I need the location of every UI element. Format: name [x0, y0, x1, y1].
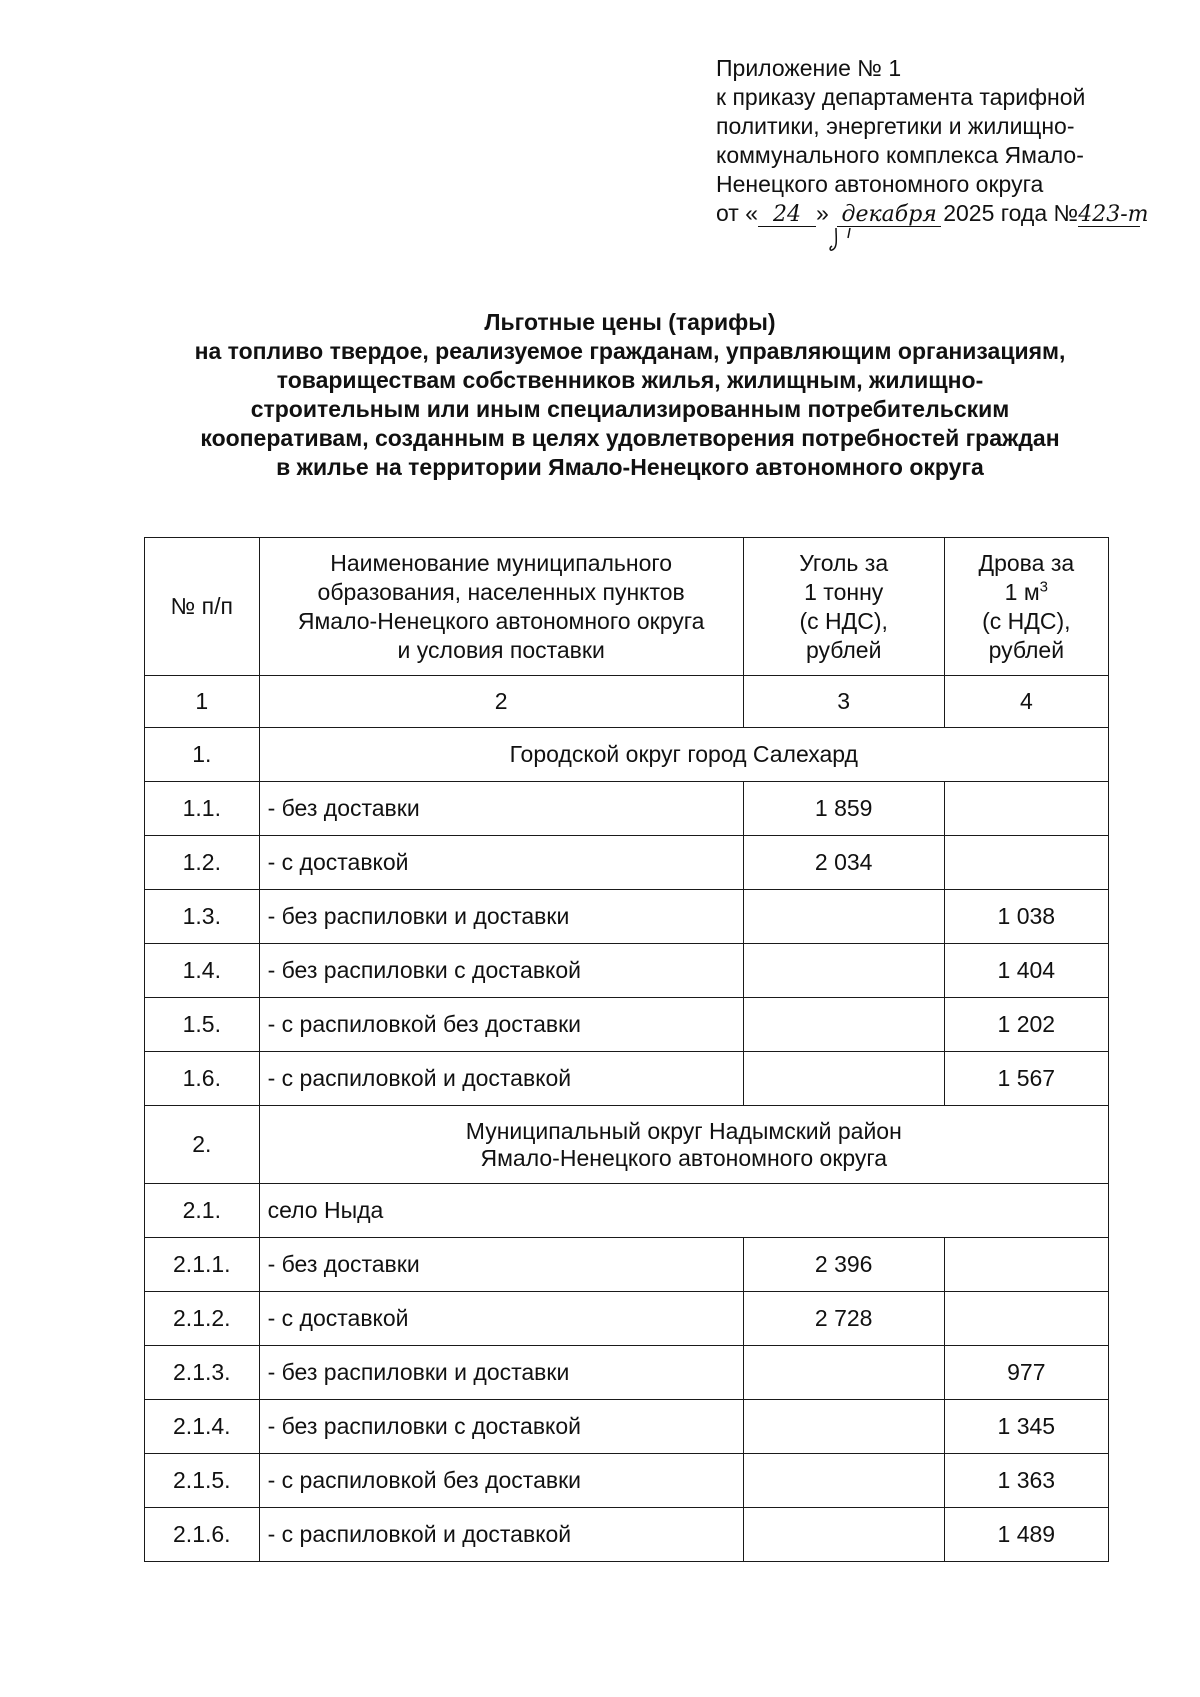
row-wood-price: 1 038	[944, 890, 1108, 944]
header-coal-line-1: Уголь за	[799, 549, 889, 576]
row-number: 2.1.6.	[145, 1508, 260, 1562]
row-number: 1.1.	[145, 782, 260, 836]
header-municipality	[259, 538, 743, 676]
appendix-date-line	[716, 199, 1176, 228]
header-municipality-line-1: Наименование муниципального	[330, 549, 673, 576]
section-title: Городской округ город Салехард	[259, 728, 1108, 782]
row-number: 1.4.	[145, 944, 260, 998]
table-header-row	[145, 538, 1109, 676]
handwritten-day: 24	[758, 204, 816, 227]
table-row	[145, 890, 1109, 944]
row-wood-price: 1 345	[944, 1400, 1108, 1454]
table-row	[145, 782, 1109, 836]
row-wood-price: 1 489	[944, 1508, 1108, 1562]
row-wood-price: 1 202	[944, 998, 1108, 1052]
header-coal	[743, 538, 944, 676]
row-coal-price	[743, 998, 944, 1052]
subsection-row	[145, 1184, 1109, 1238]
row-name: - с распиловкой и доставкой	[259, 1508, 743, 1562]
row-number: 2.1.5.	[145, 1454, 260, 1508]
subsection-title: село Ныда	[259, 1184, 1108, 1238]
appendix-line-2: к приказу департамента тарифной	[716, 84, 1086, 110]
row-name: - без распиловки и доставки	[259, 1346, 743, 1400]
header-firewood-line-2	[953, 578, 1100, 607]
table-row	[145, 1508, 1109, 1562]
header-coal-line-3: (с НДС),	[799, 607, 888, 634]
header-number: № п/п	[145, 538, 260, 676]
row-name: - без доставки	[259, 782, 743, 836]
row-number: 2.1.2.	[145, 1292, 260, 1346]
row-coal-price	[743, 890, 944, 944]
appendix-line-5: Ненецкого автономного округа	[716, 171, 1044, 197]
header-coal-line-4: рублей	[805, 636, 882, 663]
section-number: 1.	[145, 728, 260, 782]
row-number: 2.1.4.	[145, 1400, 260, 1454]
row-number: 2.1.3.	[145, 1346, 260, 1400]
row-name: - с доставкой	[259, 836, 743, 890]
date-prefix: от «	[716, 200, 759, 226]
row-number: 1.3.	[145, 890, 260, 944]
date-day-close: »	[816, 200, 829, 226]
row-coal-price	[743, 1400, 944, 1454]
row-number: 1.2.	[145, 836, 260, 890]
column-number-3: 3	[743, 676, 944, 728]
row-coal-price	[743, 944, 944, 998]
title-line-1: Льготные цены (тарифы)	[484, 309, 776, 335]
row-coal-price: 2 728	[743, 1292, 944, 1346]
appendix-line-3: политики, энергетики и жилищно-	[716, 113, 1075, 139]
appendix-line-4: коммунального комплекса Ямало-	[716, 142, 1084, 168]
row-name: - с распиловкой и доставкой	[259, 1052, 743, 1106]
table-row	[145, 836, 1109, 890]
row-name: - без распиловки с доставкой	[259, 944, 743, 998]
column-number-2: 2	[259, 676, 743, 728]
title-line-6: в жилье на территории Ямало-Ненецкого автономного округа	[276, 454, 984, 480]
row-name: - с доставкой	[259, 1292, 743, 1346]
row-wood-price: 1 567	[944, 1052, 1108, 1106]
row-wood-price	[944, 1292, 1108, 1346]
table-row	[145, 1238, 1109, 1292]
header-municipality-line-4: и условия поставки	[397, 636, 605, 663]
row-number: 1.6.	[145, 1052, 260, 1106]
title-line-5: кооперативам, созданным в целях удовлетворения потребностей граждан	[200, 425, 1060, 451]
header-municipality-line-2: образования, населенных пунктов	[317, 578, 685, 605]
table-row	[145, 944, 1109, 998]
row-coal-price: 1 859	[743, 782, 944, 836]
table-row	[145, 1052, 1109, 1106]
row-name: - с распиловкой без доставки	[259, 998, 743, 1052]
table-row	[145, 1292, 1109, 1346]
row-name: - без распиловки и доставки	[259, 890, 743, 944]
row-coal-price: 2 396	[743, 1238, 944, 1292]
row-wood-price	[944, 836, 1108, 890]
section-number: 2.	[145, 1106, 260, 1184]
handwritten-month: декабря	[837, 204, 941, 227]
title-line-3: товариществам собственников жилья, жилищным, жилищно-	[276, 367, 984, 393]
header-municipality-line-3: Ямало-Ненецкого автономного округа	[297, 607, 705, 634]
header-firewood-line-3: (с НДС),	[982, 607, 1071, 634]
row-coal-price	[743, 1508, 944, 1562]
row-coal-price	[743, 1346, 944, 1400]
section-title-line-2: Ямало-Ненецкого автономного округа	[480, 1144, 888, 1171]
appendix-line-1: Приложение № 1	[716, 55, 902, 81]
row-coal-price: 2 034	[743, 836, 944, 890]
header-firewood	[944, 538, 1108, 676]
row-wood-price: 977	[944, 1346, 1108, 1400]
column-number-1: 1	[145, 676, 260, 728]
row-name: - без распиловки с доставкой	[259, 1400, 743, 1454]
header-firewood-line-1: Дрова за	[978, 549, 1075, 576]
row-wood-price	[944, 1238, 1108, 1292]
header-coal-line-2: 1 тонну	[804, 578, 884, 605]
tariff-table	[144, 537, 1109, 1562]
column-number-4: 4	[944, 676, 1108, 728]
table-row	[145, 1346, 1109, 1400]
row-name: - с распиловкой без доставки	[259, 1454, 743, 1508]
row-coal-price	[743, 1052, 944, 1106]
column-numbers-row	[145, 676, 1109, 728]
table-row	[145, 1400, 1109, 1454]
row-wood-price: 1 363	[944, 1454, 1108, 1508]
row-coal-price	[743, 1454, 944, 1508]
section-row-1	[145, 728, 1109, 782]
table-row	[145, 1454, 1109, 1508]
handwritten-order-number: 423-т	[1078, 202, 1149, 227]
row-wood-price: 1 404	[944, 944, 1108, 998]
header-firewood-line-4: рублей	[988, 636, 1065, 663]
row-number: 2.1.1.	[145, 1238, 260, 1292]
appendix-block	[716, 54, 1176, 228]
row-number: 1.5.	[145, 998, 260, 1052]
title-line-2: на топливо твердое, реализуемое гражданам, управляющим организациям,	[194, 338, 1066, 364]
header-firewood-unit: 1 м	[1004, 578, 1040, 605]
title-line-4: строительным или иным специализированным потребительским	[250, 396, 1010, 422]
handwriting-stroke-icon	[828, 226, 868, 254]
date-year-text: 2025 года №	[943, 200, 1079, 226]
header-firewood-superscript: 3	[1039, 577, 1048, 595]
row-name: - без доставки	[259, 1238, 743, 1292]
row-wood-price	[944, 782, 1108, 836]
section-row-2	[145, 1106, 1109, 1184]
subsection-number: 2.1.	[145, 1184, 260, 1238]
section-title-line-1: Муниципальный округ Надымский район	[465, 1117, 902, 1144]
table-row	[145, 998, 1109, 1052]
document-title	[130, 308, 1130, 482]
section-title	[259, 1106, 1108, 1184]
